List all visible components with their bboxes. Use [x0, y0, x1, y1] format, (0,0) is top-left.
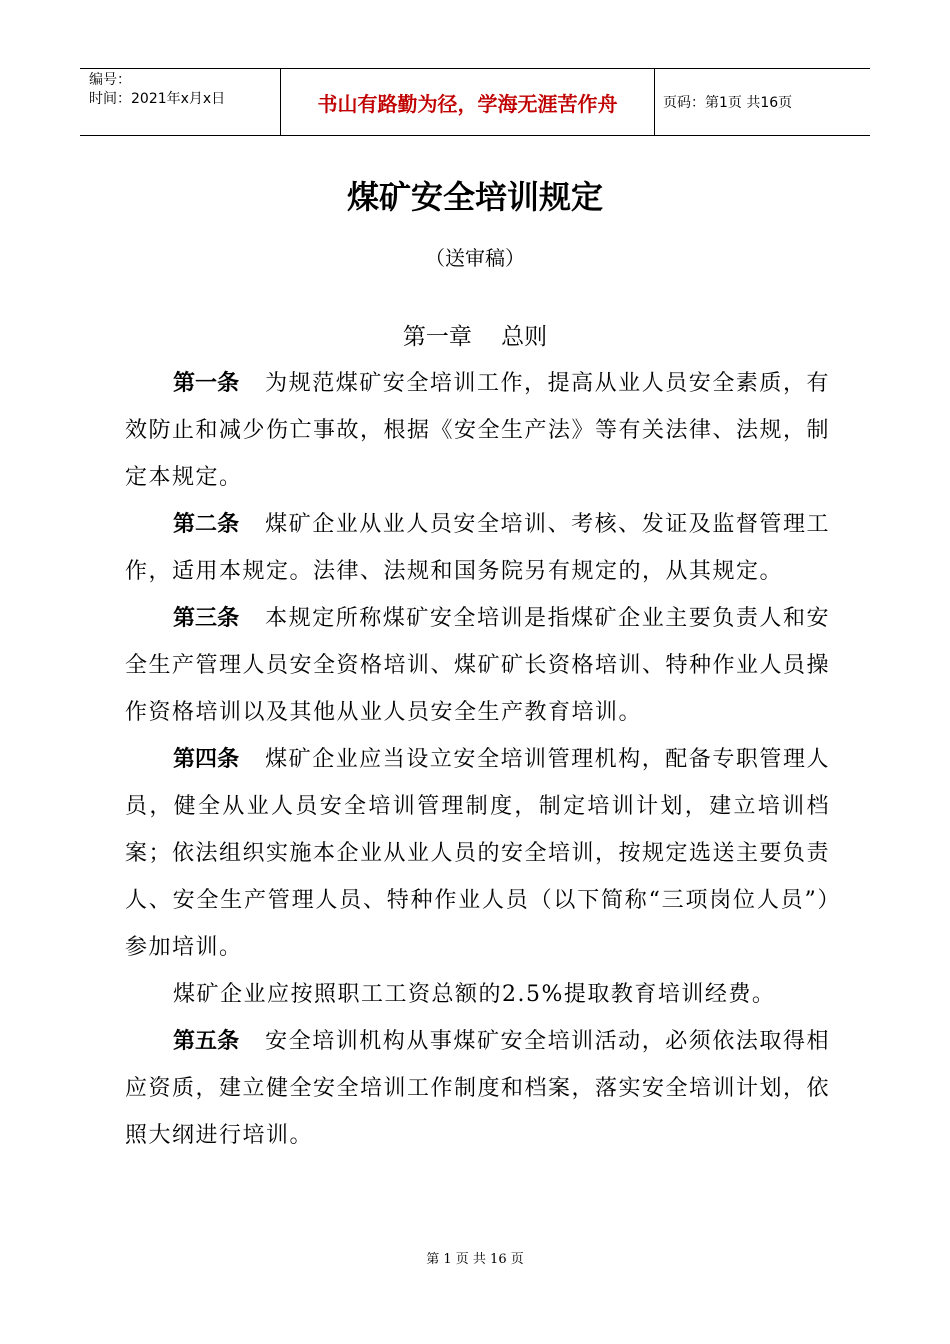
article-text: 本规定所称煤矿安全培训是指煤矿企业主要负责人和安全生产管理人员安全资格培训、煤矿矿长资格培训、特种作业人员操作资格培训以及其他从业人员安全生产教育培训。: [125, 606, 831, 725]
article-4-clause: [125, 971, 830, 1018]
article-1: [125, 360, 830, 501]
article-label: 第一条: [173, 371, 240, 396]
article-text: 煤矿企业从业人员安全培训、考核、发证及监督管理工作，适用本规定。法律、法规和国务院另有规定的，从其规定。: [125, 512, 830, 584]
header-meta: [80, 69, 281, 135]
page-header: [80, 68, 870, 136]
header-motto: 书山有路勤为径，学海无涯苦作舟: [281, 69, 655, 135]
article-2: [125, 501, 830, 595]
document-title: 煤矿安全培训规定: [346, 178, 603, 216]
article-4: [125, 736, 830, 971]
article-5: [125, 1018, 830, 1159]
article-text: 煤矿企业应按照职工工资总额的2.5%提取教育培训经费。: [173, 982, 776, 1007]
header-page-info: 页码：第1页 共16页: [663, 95, 793, 111]
article-label: 第二条: [173, 512, 240, 537]
document-time: 时间：2021年x月x日: [89, 91, 226, 107]
article-label: 第三条: [173, 606, 240, 631]
chapter-title: 第一章 总则: [402, 324, 548, 350]
page-footer: 第 1 页 共 16 页: [426, 1252, 524, 1267]
article-text: 安全培训机构从事煤矿安全培训活动，必须依法取得相应资质，建立健全安全培训工作制度和档案，落实安全培训计划，依照大纲进行培训。: [125, 1029, 831, 1148]
article-text: 为规范煤矿安全培训工作，提高从业人员安全素质，有效防止和减少伤亡事故，根据《安全生产法》等有关法律、法规，制定本规定。: [125, 371, 831, 490]
article-text: 煤矿企业应当设立安全培训管理机构，配备专职管理人员，健全从业人员安全培训管理制度，制定培训计划，建立培训档案；依法组织实施本企业从业人员的安全培训，按规定选送主要负责人、安全生产管理人员、特种作业人员（以下简称“三项岗位人员”）参加培训。: [125, 747, 831, 960]
article-label: 第四条: [173, 747, 240, 772]
document-subtitle: （送审稿）: [425, 246, 525, 270]
article-3: [125, 595, 830, 736]
document-number-label: 编号：: [89, 72, 131, 88]
article-label: 第五条: [173, 1029, 240, 1054]
document-body: [125, 360, 830, 1159]
